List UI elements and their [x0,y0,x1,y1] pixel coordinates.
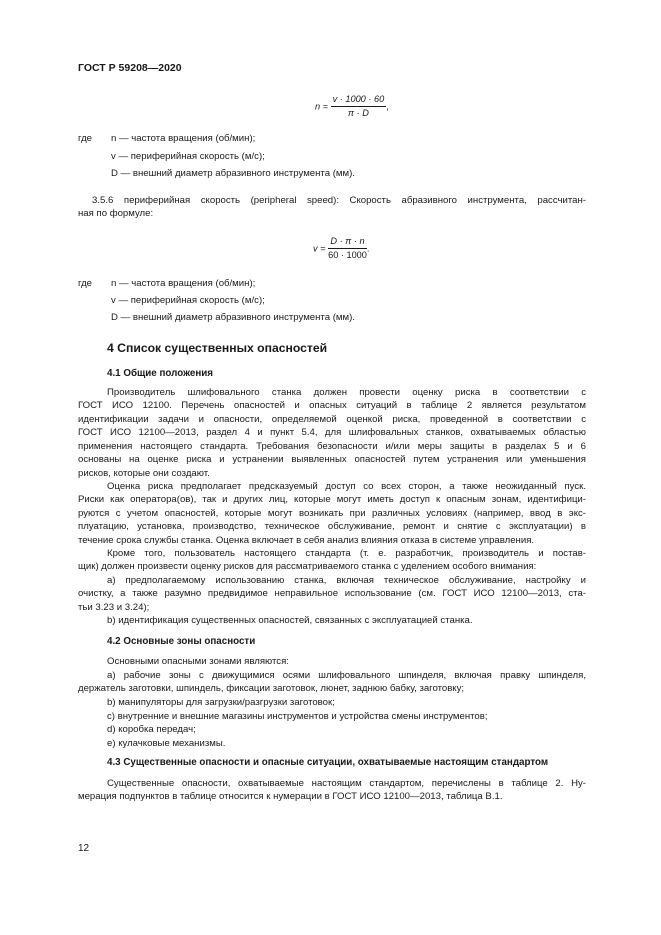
formula-lhs: n = [315,101,329,112]
text-line: а) предполагаемому использованию станка, включая техническое обслуживание, настройку и [107,575,586,586]
list-item: е) кулачковые механизмы. [107,738,226,749]
text-line: течение срока службы станка. Оценка включает в себя анализ влияния отказа в системе управления. [78,534,535,546]
where-word: где [78,278,93,289]
where-item: n — частота вращения (об/мин); [111,278,256,289]
where-item: v — периферийная скорость (м/с); [111,295,265,306]
text-line: плуатацию, установка, производство, техническое обслуживание, ремонт и снятие с эксплуатации) в [78,521,586,533]
text-line: Оценка риска предполагает предсказуемый доступ со всех сторон, а также неожиданный пуск. [107,481,586,492]
text-line: применения настоящего стандарта. Требования безопасности и/или меры защиты в разделах 5 и 6 [78,440,586,452]
text-line: рисков, которые они создают. [78,467,210,479]
where-word: где [78,133,93,144]
formula-end: . [366,243,370,254]
text-line: ГОСТ ИСО 12100. Перечень опасностей и опасных ситуаций в таблице 2 является результатом [78,400,586,412]
text-line: Производитель шлифовального станка должен провести оценку риска в соответствии с [107,387,586,398]
paragraph-4-1-1 [78,386,586,480]
text-line: ная по формуле: [78,208,154,220]
where-item: D — внешний диаметр абразивного инструмента (мм). [111,168,355,179]
text-line: мерация подпунктов в таблице относится к нумерации в ГОСТ ИСО 12100—2013, таблица В.1. [78,791,503,803]
paragraph-4-1-3 [78,547,586,574]
section-title: 4 Список существенных опасностей [107,341,328,355]
subsection-title: 4.1 Общие положения [107,368,214,379]
text-line: 3.5.6 периферийная скорость (peripheral speed): Скорость абразивного инструмента, рассчитан- [92,195,586,206]
list-item: c) внутренние и внешние магазины инструментов и устройства смены инструментов; [107,711,488,722]
text-line: Риски как оператора(ов), так и других лиц, которые могут иметь доступ к опасным зонам, идентифици- [78,494,586,506]
text-line: держатель заготовки, шпиндель, фиксации заготовок, люнет, заднюю бабку, заготовку; [78,683,465,695]
paragraph-4-1-2 [78,480,586,547]
formula-rotation-speed [315,94,389,119]
text-line: щик) должен произвести оценку рисков для рассматриваемого станка с уделением особого внимания: [78,561,537,573]
text-line: идентификации задачи и опасности, определяемой оценкой риска, проведенной в соответствии с [78,413,586,425]
subsection-title: 4.2 Основные зоны опасности [107,636,256,647]
formula-numerator: D · π · n [328,236,366,249]
formula-lhs: v = [313,243,326,254]
where-item: v — периферийная скорость (м/с); [111,151,265,162]
page-number: 12 [78,843,90,854]
document-header: ГОСТ Р 59208—2020 [78,62,182,74]
formula-fraction [328,236,367,261]
formula-denominator: π · D [347,108,369,118]
text-line: руются с учетом опасностей, которые могут возникать при различных условиях (например, ввод в экс- [78,507,586,519]
definition-3-5-6 [78,194,586,221]
text-line: ГОСТ ИСО 12100—2013, раздел 4 и пункт 5.4, для шлифовальных станков, охватываемых областью [78,427,586,439]
formula-numerator: v · 1000 · 60 [331,94,387,107]
paragraph-intro: Основными опасными зонами являются: [107,656,289,667]
formula-peripheral-speed [313,236,369,261]
subsection-title: 4.3 Существенные опасности и опасные ситуации, охватываемые настоящим стандартом [107,757,549,768]
formula-end: , [386,101,389,112]
paragraph-4-3 [78,777,586,804]
list-item: d) коробка передач; [107,724,196,735]
formula-denominator: 60 · 1000 [328,250,367,260]
list-item: b) манипуляторы для загрузки/разгрузки заготовок; [107,697,335,708]
text-line: Существенные опасности, охватываемые настоящим стандартом, перечислены в таблице 2. Ну- [107,778,586,789]
list-item-a [78,574,586,614]
list-item-a [78,669,586,696]
list-item-b: b) идентификация существенных опасностей, связанных с эксплуатацией станка. [107,615,473,626]
where-item: n — частота вращения (об/мин); [111,133,256,144]
text-line: основаны на оценке риска и устранении выявленных опасностей путем устранения или уменьшения [78,454,586,466]
formula-fraction [331,94,387,119]
text-line: тьи 3.23 и 3.24); [78,601,150,613]
text-line: очистку, а также разумно предвидимое неправильное использование (см. ГОСТ ИСО 12100—2013, ста- [78,588,586,600]
text-line: Кроме того, пользователь настоящего стандарта (т. е. разработчик, производитель и постав- [107,548,586,559]
text-line: а) рабочие зоны с движущимися осями шлифовального шпинделя, включая правку шпинделя, [107,670,586,681]
where-item: D — внешний диаметр абразивного инструмента (мм). [111,312,355,323]
